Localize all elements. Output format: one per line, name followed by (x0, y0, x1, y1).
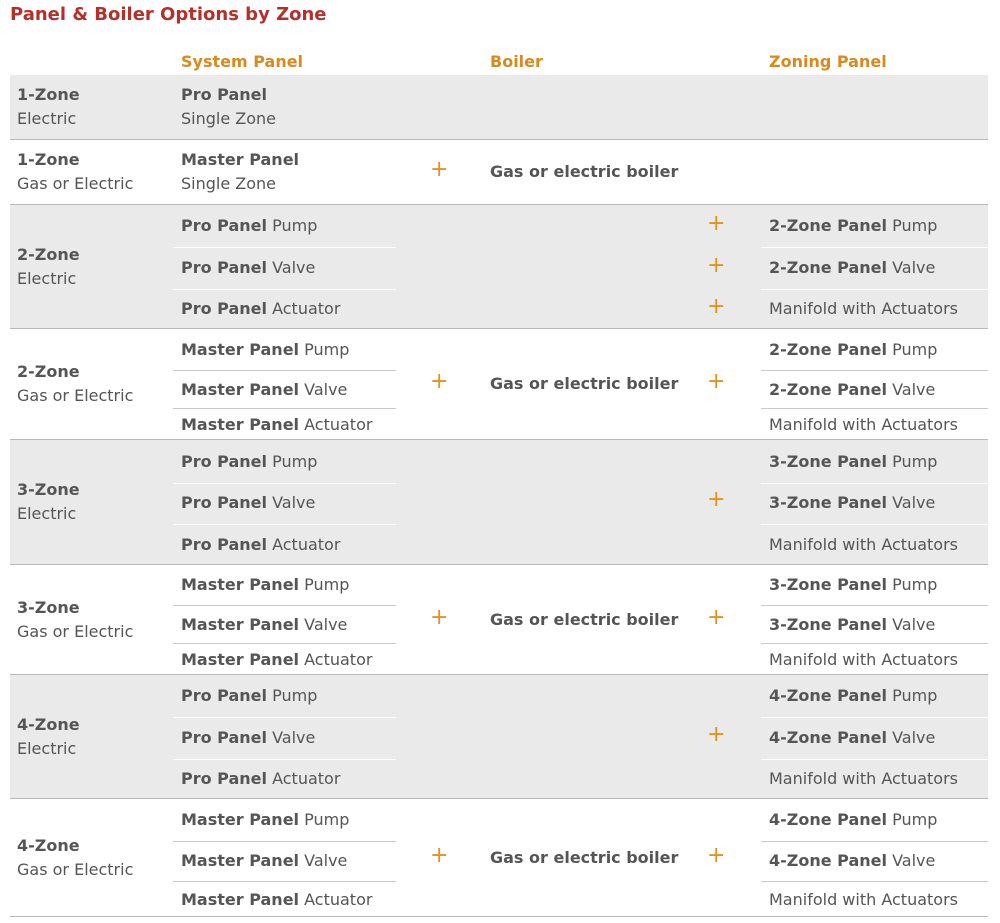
row-divider (761, 524, 988, 525)
cell-text: Pump (892, 452, 938, 471)
boiler-cell: Gas or electric boiler (490, 162, 679, 181)
zoning-panel-cell (769, 726, 935, 750)
cell-text: Manifold with Actuators (769, 415, 958, 434)
cell-text: Valve (892, 615, 936, 634)
zoning-panel-cell (769, 450, 937, 474)
zoning-panel-cell (769, 849, 935, 873)
row-divider (173, 289, 396, 290)
zone-label (17, 713, 80, 761)
system-panel-cell (181, 533, 340, 557)
table-row (10, 205, 988, 329)
cell-text: Valve (892, 728, 936, 747)
zone-label (17, 83, 80, 131)
cell-text: Pump (272, 452, 318, 471)
system-panel-cell (181, 613, 347, 637)
cell-bold-text: 4-Zone Panel (769, 728, 887, 747)
cell-text: Manifold with Actuators (769, 535, 958, 554)
cell-text: Valve (304, 380, 348, 399)
zone-count: 2-Zone (17, 244, 80, 264)
cell-text: Pump (892, 686, 938, 705)
zone-count: 1-Zone (17, 85, 80, 104)
cell-bold-text: 2-Zone Panel (769, 216, 887, 235)
row-divider (173, 759, 396, 760)
system-panel-cell (181, 214, 317, 238)
row-divider (173, 881, 396, 882)
cell-bold-text: 3-Zone Panel (769, 575, 887, 594)
plus-icon: + (707, 294, 726, 319)
cell-text: Valve (892, 380, 936, 399)
system-panel-cell (181, 256, 315, 280)
boiler-cell: Gas or electric boiler (490, 374, 679, 393)
plus-icon: + (707, 721, 726, 747)
system-panel-cell (181, 413, 372, 437)
zone-count: 2-Zone (17, 362, 80, 381)
cell-text: Manifold with Actuators (769, 769, 958, 788)
row-divider (761, 483, 988, 484)
system-panel-variant: Single Zone (181, 109, 277, 128)
row-divider (761, 408, 988, 409)
plus-icon: + (430, 157, 449, 182)
system-panel-cell (181, 338, 349, 362)
page-title: Panel & Boiler Options by Zone (10, 4, 327, 25)
zone-label (17, 596, 133, 644)
zone-type: Electric (17, 268, 77, 288)
plus-icon: + (707, 842, 726, 868)
zone-count: 4-Zone (17, 835, 80, 855)
row-divider (173, 524, 396, 525)
cell-bold-text: Master Panel (181, 810, 300, 829)
boiler-cell: Gas or electric boiler (490, 847, 679, 867)
zone-count: 1-Zone (17, 150, 80, 169)
cell-text: Actuator (272, 769, 341, 788)
system-panel-cell (181, 808, 349, 832)
cell-text: Valve (892, 493, 936, 512)
zone-type: Gas or Electric (17, 621, 134, 641)
system-panel-cell (181, 297, 340, 321)
zone-label (17, 834, 133, 882)
system-panel-cell (181, 491, 315, 515)
cell-bold-text: Pro Panel (181, 535, 267, 554)
plus-icon: + (707, 369, 726, 394)
cell-text: Pump (892, 216, 938, 235)
cell-bold-text: Pro Panel (181, 686, 267, 705)
row-divider (173, 483, 396, 484)
system-panel-cell (181, 450, 317, 474)
system-panel-variant: Single Zone (181, 174, 277, 193)
cell-text: Valve (272, 258, 316, 277)
zone-label (17, 243, 80, 291)
plus-icon: + (707, 604, 726, 630)
table-row (10, 675, 988, 799)
zoning-panel-cell (769, 338, 937, 362)
cell-bold-text: Pro Panel (181, 452, 267, 471)
row-divider (761, 841, 988, 842)
zone-label (17, 478, 80, 526)
system-panel-cell (181, 648, 372, 672)
cell-text: Manifold with Actuators (769, 890, 958, 909)
system-panel-name: Master Panel (181, 150, 300, 169)
cell-bold-text: Master Panel (181, 380, 300, 399)
zoning-panel-cell (769, 413, 958, 437)
cell-bold-text: Master Panel (181, 615, 300, 634)
cell-text: Actuator (304, 415, 373, 434)
zone-count: 4-Zone (17, 714, 80, 734)
zone-count: 3-Zone (17, 480, 80, 499)
zoning-panel-cell (769, 297, 958, 321)
row-divider (761, 717, 988, 718)
zone-type: Gas or Electric (17, 386, 134, 405)
cell-text: Actuator (272, 535, 341, 554)
plus-icon: + (430, 842, 449, 868)
table-row (10, 565, 988, 675)
cell-bold-text: Pro Panel (181, 728, 267, 747)
system-panel-cell (181, 849, 347, 873)
system-panel-name: Pro Panel (181, 85, 267, 104)
row-divider (761, 881, 988, 882)
cell-bold-text: 3-Zone Panel (769, 615, 887, 634)
zone-label (17, 148, 133, 196)
cell-bold-text: Master Panel (181, 650, 300, 669)
cell-bold-text: 4-Zone Panel (769, 686, 887, 705)
cell-text: Valve (892, 258, 936, 277)
zoning-panel-cell (769, 378, 935, 402)
zoning-panel-cell (769, 648, 958, 672)
cell-text: Pump (892, 340, 938, 359)
cell-bold-text: 2-Zone Panel (769, 380, 887, 399)
cell-bold-text: 3-Zone Panel (769, 493, 887, 512)
header-zoning-panel: Zoning Panel (769, 52, 887, 71)
header-boiler: Boiler (490, 52, 543, 71)
zoning-panel-cell (769, 684, 937, 708)
cell-bold-text: Master Panel (181, 575, 300, 594)
table-row (10, 140, 988, 205)
table-row (10, 329, 988, 440)
cell-text: Pump (272, 216, 318, 235)
row-divider (173, 643, 396, 644)
cell-text: Valve (304, 851, 348, 870)
cell-text: Pump (304, 340, 350, 359)
cell-bold-text: 4-Zone Panel (769, 810, 887, 829)
zone-type: Electric (17, 738, 77, 758)
system-panel-cell (181, 378, 347, 402)
row-divider (173, 370, 396, 371)
zoning-panel-cell (769, 214, 937, 238)
cell-text: Pump (272, 686, 318, 705)
zone-type: Gas or Electric (17, 859, 134, 879)
cell-bold-text: Master Panel (181, 340, 300, 359)
system-panel-cell (181, 726, 315, 750)
cell-text: Actuator (272, 299, 341, 318)
system-panel-cell (181, 83, 276, 131)
zoning-panel-cell (769, 888, 958, 912)
zoning-panel-cell (769, 573, 937, 597)
header-system-panel: System Panel (181, 52, 304, 71)
system-panel-cell (181, 684, 317, 708)
row-divider (173, 717, 396, 718)
cell-text: Pump (892, 575, 938, 594)
row-divider (761, 370, 988, 371)
plus-icon: + (430, 369, 449, 394)
system-panel-cell (181, 888, 372, 912)
zoning-panel-cell (769, 533, 958, 557)
zoning-panel-cell (769, 256, 935, 280)
cell-text: Valve (892, 851, 936, 870)
cell-bold-text: Pro Panel (181, 299, 267, 318)
cell-text: Actuator (304, 650, 373, 669)
boiler-cell: Gas or electric boiler (490, 609, 679, 629)
zone-type: Electric (17, 109, 77, 128)
zone-type: Gas or Electric (17, 174, 134, 193)
row-divider (761, 605, 988, 606)
system-panel-cell (181, 767, 340, 791)
cell-text: Actuator (304, 890, 373, 909)
table-row (10, 799, 988, 917)
cell-bold-text: Master Panel (181, 890, 300, 909)
zone-label (17, 360, 133, 408)
plus-icon: + (707, 253, 726, 278)
cell-text: Valve (272, 493, 316, 512)
table-row (10, 75, 988, 140)
zoning-panel-cell (769, 491, 935, 515)
system-panel-cell (181, 148, 299, 196)
cell-bold-text: 2-Zone Panel (769, 340, 887, 359)
cell-text: Manifold with Actuators (769, 299, 958, 318)
zoning-panel-cell (769, 808, 937, 832)
zone-count: 3-Zone (17, 597, 80, 617)
plus-icon: + (707, 487, 726, 512)
cell-text: Pump (304, 810, 350, 829)
cell-bold-text: Master Panel (181, 851, 300, 870)
row-divider (761, 643, 988, 644)
row-divider (761, 759, 988, 760)
cell-text: Manifold with Actuators (769, 650, 958, 669)
plus-icon: + (707, 211, 726, 236)
cell-text: Pump (892, 810, 938, 829)
cell-bold-text: Pro Panel (181, 258, 267, 277)
cell-bold-text: 4-Zone Panel (769, 851, 887, 870)
zoning-panel-cell (769, 613, 935, 637)
plus-icon: + (430, 604, 449, 630)
row-divider (173, 605, 396, 606)
row-divider (173, 408, 396, 409)
table-row (10, 440, 988, 565)
system-panel-cell (181, 573, 349, 597)
cell-text: Pump (304, 575, 350, 594)
row-divider (761, 289, 988, 290)
cell-text: Valve (272, 728, 316, 747)
cell-bold-text: Pro Panel (181, 769, 267, 788)
cell-text: Valve (304, 615, 348, 634)
cell-bold-text: Pro Panel (181, 216, 267, 235)
row-divider (761, 247, 988, 248)
cell-bold-text: Master Panel (181, 415, 300, 434)
row-divider (173, 247, 396, 248)
zoning-panel-cell (769, 767, 958, 791)
cell-bold-text: Pro Panel (181, 493, 267, 512)
zone-type: Electric (17, 504, 77, 523)
cell-bold-text: 3-Zone Panel (769, 452, 887, 471)
row-divider (173, 841, 396, 842)
cell-bold-text: 2-Zone Panel (769, 258, 887, 277)
